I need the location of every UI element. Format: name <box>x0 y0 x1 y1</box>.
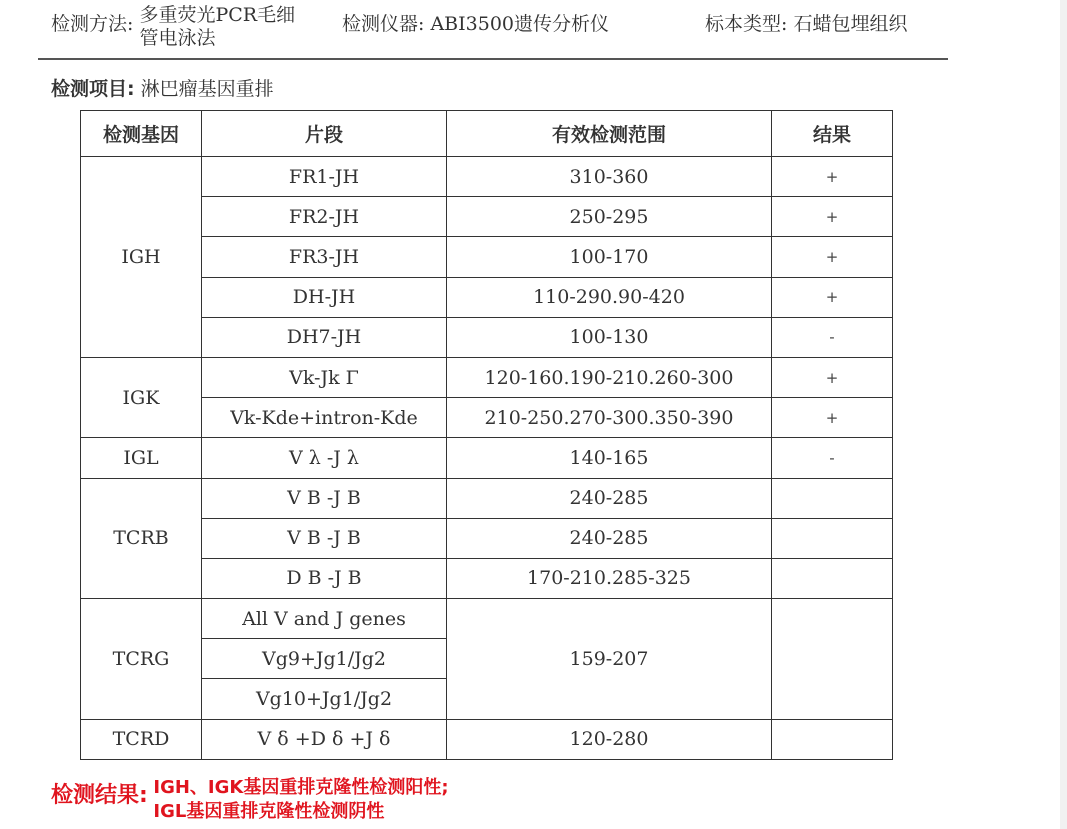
header-fragment: 片段 <box>202 111 447 157</box>
table-row <box>81 478 893 518</box>
fragment-cell: FR1-JH <box>202 157 447 197</box>
range-cell: 120-280 <box>447 719 772 759</box>
results-table <box>80 110 893 760</box>
result-cell <box>772 599 893 720</box>
result-cell <box>772 518 893 558</box>
range-cell: 210-250.270-300.350-390 <box>447 398 772 438</box>
fragment-cell: Vk-Kde+intron-Kde <box>202 398 447 438</box>
table-row <box>81 277 893 317</box>
table-row <box>81 237 893 277</box>
table-row <box>81 197 893 237</box>
fragment-cell: D B -J B <box>202 558 447 598</box>
fragment-cell: FR2-JH <box>202 197 447 237</box>
range-cell: 140-165 <box>447 438 772 478</box>
result-cell: + <box>772 277 893 317</box>
header-result: 结果 <box>772 111 893 157</box>
specimen-label: 标本类型: <box>705 13 788 35</box>
method-value-line2: 管电泳法 <box>139 27 216 49</box>
table-row <box>81 398 893 438</box>
fragment-cell: DH7-JH <box>202 317 447 357</box>
conclusion-label: 检测结果: <box>51 783 148 808</box>
result-cell: - <box>772 317 893 357</box>
method-value <box>139 4 309 50</box>
result-cell: + <box>772 398 893 438</box>
header-gene: 检测基因 <box>81 111 202 157</box>
project-info <box>51 74 274 101</box>
result-cell: - <box>772 438 893 478</box>
fragment-cell: Vk-Jk Γ <box>202 357 447 397</box>
table-row <box>81 558 893 598</box>
conclusion-line2: IGL基因重排克隆性检测阴性 <box>153 801 385 822</box>
range-cell: 170-210.285-325 <box>447 558 772 598</box>
range-cell: 120-160.190-210.260-300 <box>447 357 772 397</box>
conclusion-line1: IGH、IGK基因重排克隆性检测阳性; <box>153 777 449 798</box>
instrument-value: ABI3500遗传分析仪 <box>430 13 609 35</box>
result-cell <box>772 478 893 518</box>
fragment-cell: FR3-JH <box>202 237 447 277</box>
gene-cell: IGH <box>81 157 202 358</box>
fragment-cell: Vg9+Jg1/Jg2 <box>202 639 447 679</box>
instrument-label: 检测仪器: <box>342 13 425 35</box>
range-cell: 240-285 <box>447 518 772 558</box>
range-cell: 250-295 <box>447 197 772 237</box>
method-label: 检测方法: <box>51 13 134 35</box>
header-divider <box>38 58 948 60</box>
fragment-cell: V δ +D δ +J δ <box>202 719 447 759</box>
conclusion-text <box>153 776 448 824</box>
table-header-row <box>81 111 893 157</box>
fragment-cell: All V and J genes <box>202 599 447 639</box>
result-cell <box>772 558 893 598</box>
gene-cell: IGL <box>81 438 202 478</box>
table-row <box>81 599 893 639</box>
result-cell: + <box>772 237 893 277</box>
conclusion <box>51 776 449 824</box>
project-value: 淋巴瘤基因重排 <box>140 78 274 100</box>
fragment-cell: Vg10+Jg1/Jg2 <box>202 679 447 719</box>
range-cell: 159-207 <box>447 599 772 720</box>
gene-cell: TCRD <box>81 719 202 759</box>
range-cell: 310-360 <box>447 157 772 197</box>
instrument-info <box>342 14 609 34</box>
result-cell: + <box>772 197 893 237</box>
gene-cell: TCRG <box>81 599 202 720</box>
method-value-line1: 多重荧光PCR毛细 <box>139 4 296 26</box>
specimen-info <box>705 14 907 34</box>
table-row <box>81 157 893 197</box>
header-range: 有效检测范围 <box>447 111 772 157</box>
table-row <box>81 719 893 759</box>
table-row <box>81 317 893 357</box>
range-cell: 240-285 <box>447 478 772 518</box>
table-row <box>81 438 893 478</box>
fragment-cell: V B -J B <box>202 478 447 518</box>
project-label: 检测项目: <box>51 78 135 100</box>
fragment-cell: V B -J B <box>202 518 447 558</box>
gene-cell: TCRB <box>81 478 202 599</box>
table-row <box>81 518 893 558</box>
range-cell: 110-290.90-420 <box>447 277 772 317</box>
gene-cell: IGK <box>81 357 202 437</box>
range-cell: 100-130 <box>447 317 772 357</box>
result-cell <box>772 719 893 759</box>
result-cell: + <box>772 357 893 397</box>
page-scrollbar[interactable] <box>1060 0 1067 829</box>
specimen-value: 石蜡包埋组织 <box>793 13 908 35</box>
range-cell: 100-170 <box>447 237 772 277</box>
result-cell: + <box>772 157 893 197</box>
method-info <box>51 4 309 50</box>
table-row <box>81 357 893 397</box>
fragment-cell: V λ -J λ <box>202 438 447 478</box>
fragment-cell: DH-JH <box>202 277 447 317</box>
